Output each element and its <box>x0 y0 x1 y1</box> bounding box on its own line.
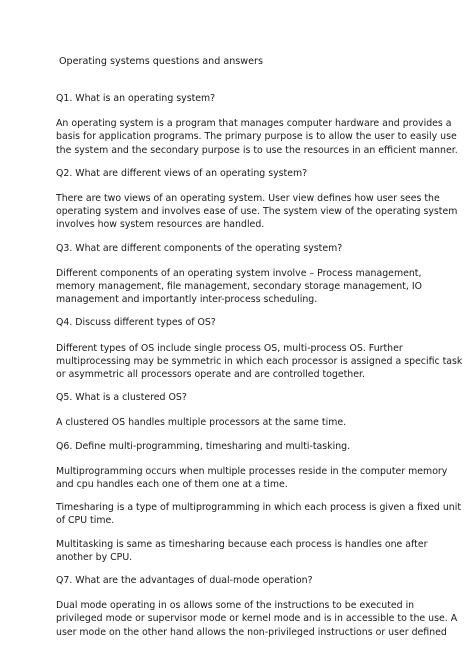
answer-line: There are two views of an operating system. User view defines how user sees the <box>56 193 440 205</box>
question-4: Q4. Discuss different types of OS? <box>56 317 216 329</box>
answer-paragraph <box>56 501 461 527</box>
answer-line: Multitasking is same as timesharing because each process is handles one after <box>56 538 428 550</box>
answer-line: another by CPU. <box>56 551 133 563</box>
answer-line: and cpu handles each one of them one at a time. <box>56 479 288 491</box>
answer-line: management and importantly inter-process scheduling. <box>56 294 318 306</box>
answer-line: of CPU time. <box>56 515 115 527</box>
answer-line: Dual mode operating in os allows some of the instructions to be executed in <box>56 600 415 612</box>
document-body <box>56 92 463 649</box>
answer-line: Timesharing is a type of multiprogramming in which each process is given a fixed unit <box>56 502 461 514</box>
answer-line: user mode on the other hand allows the non-privileged instructions or user defined <box>56 626 447 638</box>
question-5: Q5. What is a clustered OS? <box>56 392 187 404</box>
answer-line: A clustered OS handles multiple processors at the same time. <box>56 417 347 429</box>
answer-paragraph <box>56 599 458 639</box>
answer-line: involves how system resources are handled. <box>56 219 265 231</box>
question-6: Q6. Define multi-programming, timesharing and multi-tasking. <box>56 440 351 452</box>
answer-paragraph <box>56 416 428 429</box>
answer-line: the system and the secondary purpose is to use the resources in an efficient manner. <box>56 144 458 156</box>
answer-line: multiprocessing may be symmetric in which each processor is assigned a specific task <box>56 355 463 367</box>
answer-paragraph <box>56 267 428 307</box>
answer-line: Multiprogramming occurs when multiple processes reside in the computer memory <box>56 465 448 477</box>
answer-line: An operating system is a program that manages computer hardware and provides a <box>56 118 452 130</box>
answer-line: Different types of OS include single process OS, multi-process OS. Further <box>56 342 403 354</box>
question-2: Q2. What are different views of an operating system? <box>56 167 308 179</box>
answer-line: basis for application programs. The primary purpose is to allow the user to easily use <box>56 131 457 143</box>
answer-paragraph <box>56 538 428 564</box>
answer-paragraph <box>56 192 458 232</box>
answer-line: Different components of an operating system involve – Process management, <box>56 267 422 279</box>
answer-line: memory management, file management, secondary storage management, IO <box>56 281 422 293</box>
document-title: Operating systems questions and answers <box>59 56 263 67</box>
answer-paragraph <box>56 465 448 491</box>
answer-line: or asymmetric all processors operate and are controlled together. <box>56 369 365 381</box>
question-7: Q7. What are the advantages of dual-mode operation? <box>56 575 313 587</box>
answer-paragraph <box>56 117 458 157</box>
answer-paragraph <box>56 342 463 382</box>
question-1: Q1. What is an operating system? <box>56 93 216 104</box>
answer-line: operating system and involves ease of use. The system view of the operating system <box>56 206 458 218</box>
question-3: Q3. What are different components of the operating system? <box>56 242 343 254</box>
answer-line: privileged mode or supervisor mode or kernel mode and is in accessible to the use. A <box>56 613 458 625</box>
